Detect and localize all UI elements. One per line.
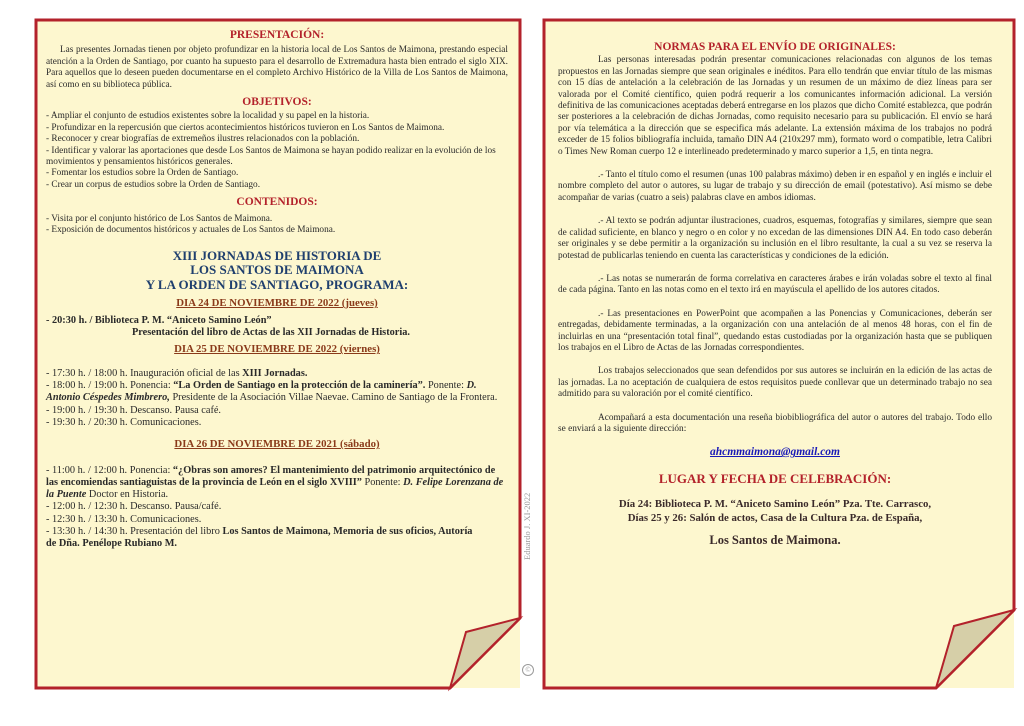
ponente-label: Ponente: [427, 379, 464, 391]
objetivo-item: - Ampliar el conjunto de estudios existentes sobre la localidad y su papel en la historia. [46, 111, 370, 122]
normas-paragraph: Las personas interesadas podrán presentar comunicaciones relacionadas con algunos de los temas propuestos en las Jornadas siempre que sean originales e inéditos. Para ello tendrán que enviar título de las mismas con 15 días de antelación a la celebración de las Jornadas y un resumen de un máximo de diez líneas para ser valorada por el Comité científico, quien podrá requerir a los comunicantes información adicional. La versión definitiva de las comunicaciones aceptadas deberá entregarse en los plazos que dicho Comité establezca, que podrán ser posteriores a la celebración de dichas Jornadas, como requisito necesario para su publicación. El envío se hará por vía telemática a la dirección que se especifica más adelante. La extensión máxima de los trabajos no podrá exceder de 15 folios bibliografía incluida, tamaño DIN A4 (210x297 mm), formato word o compatible, letra Calibri o Times New Roman cuerpo 12 e interlineado predeterminado y marco superior a 1,5, en tinta negra. [558, 55, 992, 157]
speaker-role: Doctor en Historia. [88, 489, 169, 501]
right-sheet [544, 20, 1014, 688]
day1-event-detail: Presentación del libro de Actas de las XII Jornadas de Historia. [132, 326, 410, 338]
contenidos-heading: CONTENIDOS: [236, 196, 318, 209]
speaker-name: D. Antonio Céspedes Mimbrero, [46, 379, 477, 404]
schedule-row [46, 465, 508, 502]
schedule-row [46, 501, 508, 513]
objetivo-item: - Profundizar en la repercusión que ciertos acontecimientos históricos tuvieron en Los Santos de Maimona. [46, 122, 445, 133]
normas-heading: NORMAS PARA EL ENVÍO DE ORIGINALES: [654, 41, 896, 53]
day2-label: DIA 25 DE NOVIEMBRE DE 2022 (viernes) [174, 343, 380, 356]
presentacion-text: Las presentes Jornadas tienen por objeto profundizar en la historia local de Los Santos de Maimona, prestando especial atención a la Orden de Santiago, por cuanto ha supuesto para el desarrollo de Extremadura hasta bien entrado el siglo XIX. Para aquellos que lo deseen pueden documentarse en el completo Archivo Histórico de la Villa de Los Santos de Maimona, así como en su biblioteca pública. [46, 45, 508, 90]
copyright-icon: © [522, 664, 534, 676]
venue-line: Día 24: Biblioteca P. M. “Aniceto Samino León” Pza. Tte. Carrasco, [618, 498, 932, 511]
schedule-row [46, 526, 508, 551]
venue-line: Días 25 y 26: Salón de actos, Casa de la Cultura Pza. de España, [627, 511, 923, 524]
event-title: Los Santos de Maimona, Memoria de sus oficios, Autoría de Dña. Penélope Rubiano M. [46, 526, 473, 550]
time-slot: - 17:30 h. / 18:00 h. [46, 367, 128, 379]
objetivo-item: - Fomentar los estudios sobre la Orden de Santiago. [46, 168, 239, 179]
schedule-row [46, 417, 508, 429]
speaker-role: Presidente de la Asociación Villae Naevae. Camino de Santiago de la Frontera. [172, 392, 498, 404]
normas-paragraph: .- Tanto el título como el resumen (unas 100 palabras máximo) deben ir en español y en inglés e incluir el nombre completo del autor o autores, su lugar de trabajo y su dirección de email (potestativo). Así mismo se debe acompañar de varias (cuatro a seis) palabras clave en ambos idiomas. [558, 170, 992, 203]
time-slot: - 13:30 h. / 14:30 h. [46, 526, 128, 538]
ponente-label: Ponente: [364, 476, 401, 488]
lugar-heading: LUGAR Y FECHA DE CELEBRACIÓN: [658, 470, 892, 486]
program-title [46, 249, 508, 293]
event-title: “La Orden de Santiago en la protección de la caminería”. [173, 379, 426, 391]
event-text: Descanso. Pausa/café. [130, 501, 222, 513]
normas-paragraph: Acompañará a esta documentación una reseña biobibliográfica del autor o autores del trabajo. Todo ello se enviará a la siguiente dirección: [558, 412, 992, 434]
town-name: Los Santos de Maimona. [709, 533, 841, 548]
event-text: Presentación del libro [130, 526, 220, 538]
schedule-row [46, 514, 508, 526]
speaker-name: D. Felipe Lorenzana de la Puente [46, 476, 504, 501]
left-content [46, 30, 508, 551]
time-slot: - 18:00 h. / 19:00 h. [46, 379, 128, 391]
event-text: Ponencia: [130, 379, 171, 391]
normas-paragraph: .- Al texto se podrán adjuntar ilustraciones, cuadros, esquemas, fotografías y similares, siempre que sean de calidad suficiente, en blanco y negro o en color y no excedan de las dimensiones DIN A4. En todo caso deberán ser originales y se debe permitir a la organización su inclusión en el libro resultante, la cual a su vez se reserva la potestad de publicarlas teniendo en cuenta las características y condiciones de la edición. [558, 216, 992, 261]
program-title-line: XIII JORNADAS DE HISTORIA DE [172, 247, 382, 263]
time-slot: - 11:00 h. / 12:00 h. [46, 464, 128, 476]
contenidos-list [46, 214, 508, 237]
event-text: Comunicaciones. [130, 513, 202, 525]
left-sheet [36, 20, 520, 688]
time-slot: - 12:00 h. / 12:30 h. [46, 501, 128, 513]
event-text: Inauguración oficial de las [130, 367, 240, 379]
schedule-row [46, 380, 508, 405]
day2-events [46, 368, 508, 429]
time-slot: - 12:30 h. / 13:30 h. [46, 513, 128, 525]
time-slot: - 19:30 h. / 20:30 h. [46, 416, 128, 428]
normas-paragraph: .- Las notas se numerarán de forma correlativa en caracteres árabes e irán voladas sobre el texto al final de cada página. Tanto en las notas como en el texto irá en mayúscula el apellido de los autores citados. [558, 273, 992, 296]
objetivos-list [46, 111, 508, 191]
event-text: Comunicaciones. [130, 416, 202, 428]
right-content [558, 42, 992, 547]
event-title: XIII Jornadas. [242, 367, 308, 379]
objetivo-item: - Crear un corpus de estudios sobre la Orden de Santiago. [46, 179, 261, 190]
objetivos-heading: OBJETIVOS: [242, 96, 312, 109]
day1-event: - 20:30 h. / Biblioteca P. M. “Aniceto Samino León” [46, 314, 272, 326]
objetivo-item: - Reconocer y crear biografías de extremeños ilustres relacionados con la población. [46, 134, 360, 145]
schedule-row [46, 368, 508, 380]
objetivo-item: - Identificar y valorar las aportaciones que desde Los Santos de Maimona se hayan podido realizar en la evolución de los movimientos y pensamientos históricos generales. [46, 145, 496, 168]
program-title-line: LOS SANTOS DE MAIMONA [190, 262, 364, 278]
day1-label: DIA 24 DE NOVIEMBRE DE 2022 (jueves) [176, 297, 378, 310]
author-credit: Eduardo J. XI-2022 [522, 492, 532, 560]
day3-events [46, 465, 508, 551]
day3-label: DIA 26 DE NOVIEMBRE DE 2021 (sábado) [174, 438, 380, 451]
event-title: “¿Obras son amores? El mantenimiento del patrimonio arquitectónico de las encomiendas santiaguistas de la provincia de León en el siglo XVIII” [46, 464, 496, 488]
normas-paragraph: .- Las presentaciones en PowerPoint que acompañen a las Ponencias y Comunicaciones, deberán ser entregadas, debidamente terminadas, a la organización con una antelación de al menos 48 horas, con el fin de incluirlas en una “presentación total final”, quedando estas custodiadas por la organización hasta que se publiquen los trabajos en el Libro de Actas de las Jornadas correspondientes. [558, 308, 992, 353]
contenido-item: - Visita por el conjunto histórico de Los Santos de Maimona. [46, 213, 273, 224]
contact-email-link[interactable]: ahcmmaimona@gmail.com [709, 446, 840, 459]
program-title-line: Y LA ORDEN DE SANTIAGO, PROGRAMA: [145, 276, 409, 292]
event-text: Ponencia: [129, 464, 171, 476]
normas-paragraph: Los trabajos seleccionados que sean defendidos por sus autores se incluirán en la edición de las actas de las jornadas. La no aceptación de cualquiera de estos requisitos puede conllevar que un determinado trabajo no sea admitido para su valoración por el comité científico. [558, 366, 992, 400]
schedule-row [46, 405, 508, 417]
contenido-item: - Exposición de documentos históricos y actuales de Los Santos de Maimona. [46, 225, 336, 236]
event-text: Descanso. Pausa café. [130, 404, 222, 416]
time-slot: - 19:00 h. / 19:30 h. [46, 404, 128, 416]
presentacion-heading: PRESENTACIÓN: [229, 29, 325, 41]
